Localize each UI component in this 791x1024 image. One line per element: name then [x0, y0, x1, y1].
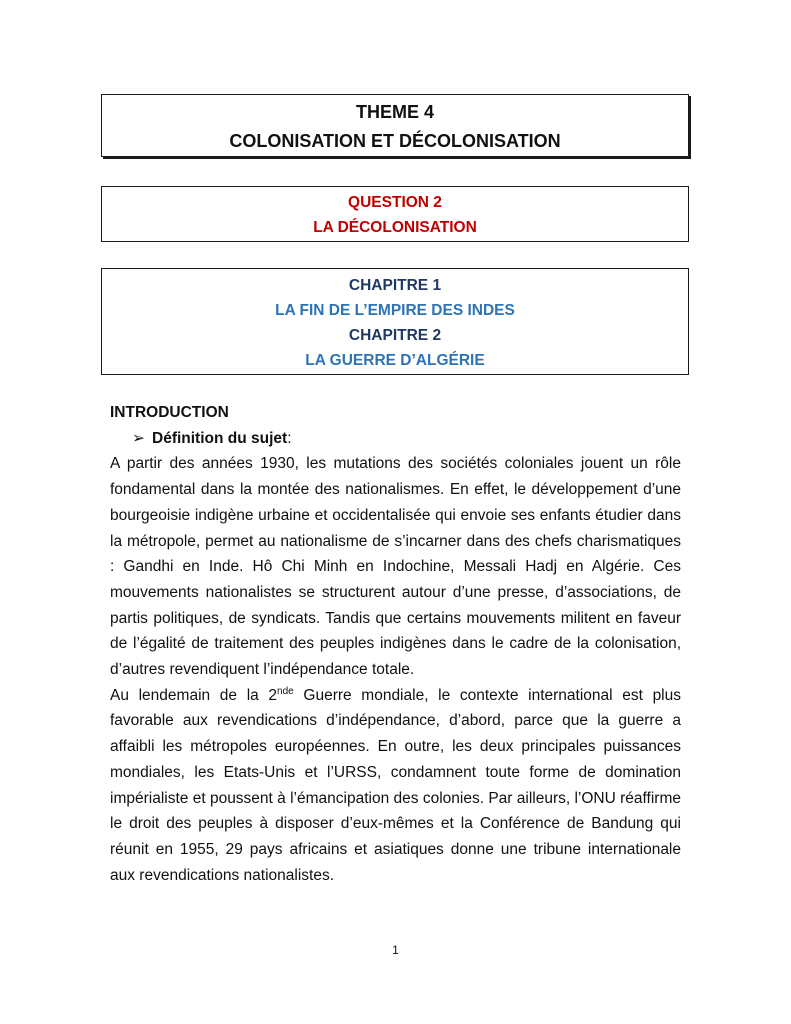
- theme-number: THEME 4: [355, 102, 434, 122]
- intro-paragraph-1: A partir des années 1930, les mutations des sociétés coloniales jouent un rôle fondamental dans la montée des nationalismes. En effet, le développement d’une bourgeoisie indigène urbaine et occidentalisée qui envoie ses enfants étudier dans la métropole, permet au nationalisme de s’incarner dans des chefs charismatiques : Gandhi en Inde. Hô Chi Minh en Indochine, Messali Hadj en Algérie. Ces mouvements nationalistes se structurent autour d’une presse, d’associations, de partis politiques, de syndicats. Tandis que certains mouvements militent en faveur de l’égalité de traitement des peuples indigènes dans le cadre de la colonisation, d’autres revendiquent l’indépendance totale.: [110, 455, 681, 679]
- definition-colon: :: [287, 429, 292, 447]
- paragraph-2-rest: Guerre mondiale, le contexte international est plus favorable aux revendications d’indépendance, d’abord, parce que la guerre a affaibli les métropoles européennes. En outre, les deux principales puissances mondiales, les Etats-Unis et l’URSS, condamnent toute forme de domination impérialiste et poussent à l’émancipation des colonies. Par ailleurs, l’ONU réaffirme le droit des peuples à disposer d’eux-mêmes et la Conférence de Bandung qui réunit en 1955, 29 pays africains et asiatiques donne une tribune internationale aux revendications nationalistes.: [110, 686, 681, 884]
- arrow-bullet-icon: ➢: [132, 429, 145, 447]
- definition-subheading: [110, 426, 681, 452]
- chapter-1-label: CHAPITRE 1: [348, 277, 442, 294]
- theme-title: COLONISATION ET DÉCOLONISATION: [229, 131, 561, 151]
- theme-title-box: [101, 94, 689, 157]
- intro-paragraph-2: [110, 683, 681, 889]
- chapter-2-title: LA GUERRE D’ALGÉRIE: [305, 352, 485, 369]
- question-title: LA DÉCOLONISATION: [313, 219, 477, 236]
- chapters-box: [101, 268, 689, 375]
- page-number: 1: [392, 943, 399, 957]
- question-box: [101, 186, 689, 242]
- ordinal-superscript: nde: [277, 685, 294, 697]
- definition-label: Définition du sujet: [152, 429, 288, 447]
- question-number: QUESTION 2: [348, 194, 442, 211]
- introduction-heading: INTRODUCTION: [110, 404, 229, 421]
- chapter-1-title: LA FIN DE L’EMPIRE DES INDES: [275, 302, 515, 319]
- introduction-section: [110, 400, 681, 888]
- paragraph-2-start: Au lendemain de la 2: [110, 686, 278, 704]
- chapter-2-label: CHAPITRE 2: [348, 327, 442, 344]
